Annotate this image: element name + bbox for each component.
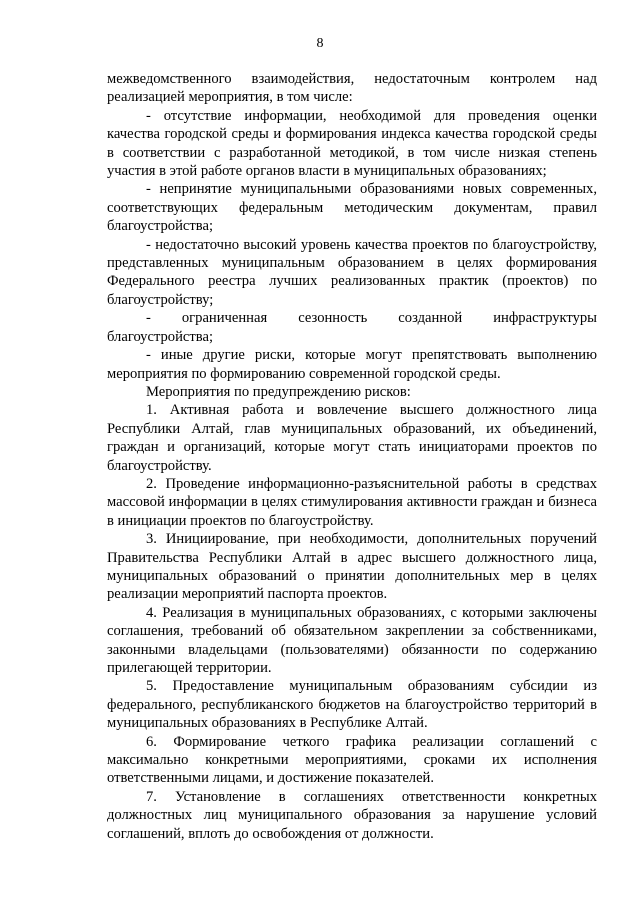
mitigation-item-1: 1. Активная работа и вовлечение высшего должностного лица Республики Алтай, глав муниципальных образований, их объединений, граждан и организаций, которые могут стать инициаторами проектов по благоустройству. bbox=[107, 402, 597, 474]
risk-item-3: - недостаточно высокий уровень качества проектов по благоустройству, представленных муниципальным образованием в целях формирования Федерального реестра лучших реализованных практик (проектов) по благоустройству; bbox=[107, 236, 597, 308]
risk-item-2: - непринятие муниципальными образованиями новых современных, соответствующих федеральным методическим документам, правил благоустройства; bbox=[107, 181, 597, 235]
mitigation-item-2: 2. Проведение информационно-разъяснительной работы в средствах массовой информации в целях стимулирования активности граждан и бизнеса в инициации проектов по благоустройству. bbox=[107, 475, 597, 529]
page-number: 8 bbox=[316, 36, 324, 51]
paragraph-continuation: межведомственного взаимодействия, недостаточным контролем над реализацией мероприятия, в том числе: bbox=[107, 71, 597, 106]
mitigation-item-3: 3. Инициирование, при необходимости, дополнительных поручений Правительства Республики Алтай в адрес высшего должностного лица, муниципальных образований о принятии дополнительных мер в целях реализации мероприятий паспорта проектов. bbox=[107, 531, 597, 603]
mitigation-heading: Мероприятия по предупреждению рисков: bbox=[146, 383, 411, 400]
document-body bbox=[107, 70, 597, 843]
mitigation-item-7: 7. Установление в соглашениях ответственности конкретных должностных лиц муниципального образования за нарушение условий соглашений, вплоть до освобождения от должности. bbox=[107, 788, 597, 842]
mitigation-item-5: 5. Предоставление муниципальным образованиям субсидии из федерального, республиканского бюджетов на благоустройство территорий в муниципальных образованиях в Республике Алтай. bbox=[107, 678, 597, 732]
risk-item-5: - иные другие риски, которые могут препятствовать выполнению мероприятия по формированию современной городской среды. bbox=[107, 347, 597, 382]
mitigation-item-6: 6. Формирование четкого графика реализации соглашений с максимально конкретными мероприятиями, сроками их исполнения ответственными лицами, и достижение показателей. bbox=[107, 733, 597, 787]
mitigation-item-4: 4. Реализация в муниципальных образованиях, с которыми заключены соглашения, требований об обязательном закреплении за собственниками, законными владельцами (пользователями) обязанности по содержанию прилегающей территории. bbox=[107, 604, 597, 676]
risk-item-4: - ограниченная сезонность созданной инфраструктуры благоустройства; bbox=[107, 310, 597, 345]
risk-item-1: - отсутствие информации, необходимой для проведения оценки качества городской среды и формирования индекса качества городской среды в соответствии с разработанной методикой, в том числе низкая степень участия в этой работе органов власти в муниципальных образованиях; bbox=[107, 107, 597, 180]
